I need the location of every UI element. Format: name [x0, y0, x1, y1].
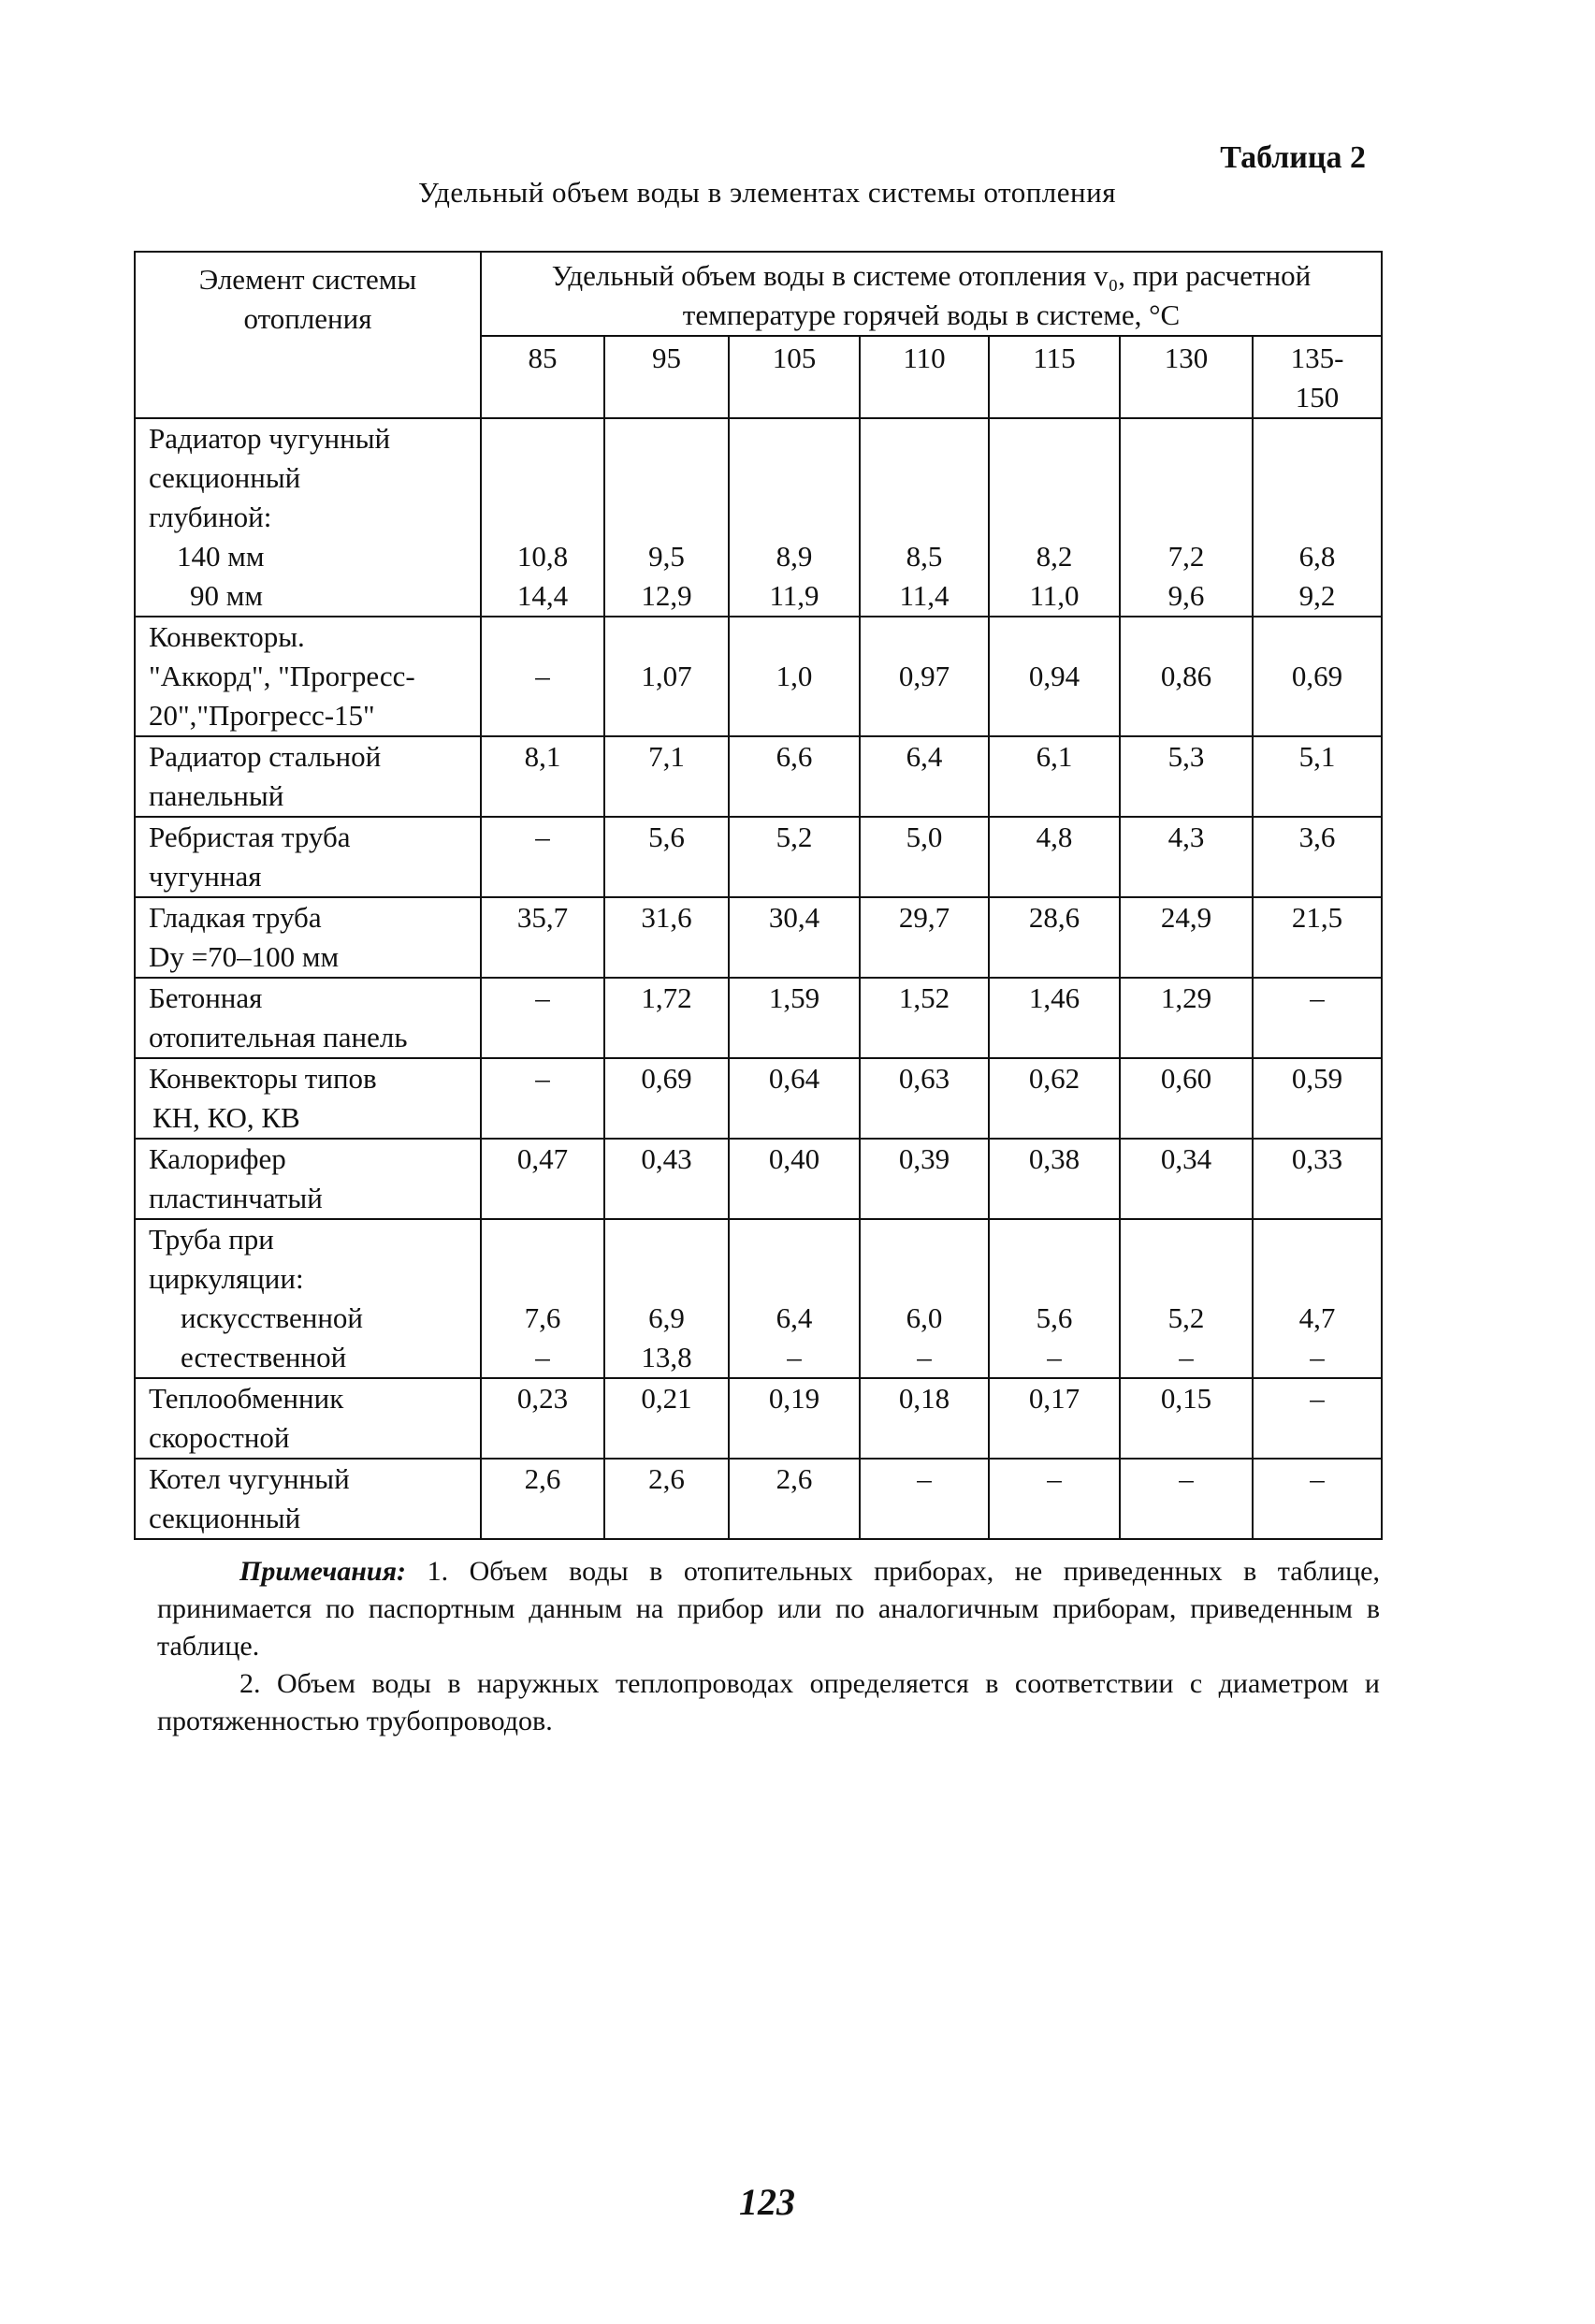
- table-caption: Таблица 2: [1220, 140, 1366, 175]
- value: 13,8: [641, 1341, 692, 1373]
- value-cell: [860, 1219, 989, 1378]
- value-cell: 0,18: [860, 1378, 989, 1459]
- value-cell: [729, 1219, 860, 1378]
- value-cell: [1253, 418, 1382, 617]
- row-name: [135, 617, 481, 736]
- value-cell: 0,23: [481, 1378, 604, 1459]
- table-row: [135, 817, 1382, 897]
- value-cell: 4,8: [989, 817, 1120, 897]
- value: 8,9: [776, 540, 813, 573]
- row-name: [135, 736, 481, 817]
- value-cell: 0,69: [1253, 617, 1382, 736]
- note-1-text: 1. Объем воды в отопительных приборах, не приведенных в таблице, принимается по паспортным данным на прибор или по аналогичным приборам, приведенным в таблице.: [157, 1556, 1380, 1662]
- temp-header: 110: [860, 336, 989, 418]
- row-name: [135, 1219, 481, 1378]
- value-cell: 0,94: [989, 617, 1120, 736]
- value-cell: [1120, 418, 1253, 617]
- page-number: 123: [739, 2181, 795, 2223]
- value-cell: 6,1: [989, 736, 1120, 817]
- value-cell: 8,1: [481, 736, 604, 817]
- row-name-line: Калорифер: [149, 1142, 286, 1175]
- value: 6,0: [906, 1301, 943, 1334]
- row-name-line: Бетонная: [149, 981, 263, 1014]
- value-cell: 0,33: [1253, 1139, 1382, 1219]
- value-cell: [481, 418, 604, 617]
- value-cell: [604, 1219, 729, 1378]
- value-cell: 29,7: [860, 897, 989, 978]
- value: 10,8: [516, 540, 569, 573]
- table-title: Удельный объем воды в элементах системы отопления: [418, 176, 1116, 209]
- value: –: [1179, 1341, 1194, 1373]
- value-cell: –: [1253, 978, 1382, 1058]
- value-cell: [729, 418, 860, 617]
- value: –: [535, 1341, 550, 1373]
- value-cell: 1,29: [1120, 978, 1253, 1058]
- notes: [157, 1553, 1380, 1740]
- value-cell: –: [989, 1459, 1120, 1539]
- value-cell: 4,3: [1120, 817, 1253, 897]
- row-name-line: Теплообменник: [149, 1382, 344, 1415]
- row-name: [135, 418, 481, 617]
- value-cell: 1,46: [989, 978, 1120, 1058]
- value-cell: 0,43: [604, 1139, 729, 1219]
- value-cell: [604, 418, 729, 617]
- table-row: [135, 978, 1382, 1058]
- row-name-line: КН, КО, КВ: [152, 1101, 300, 1134]
- value-cell: 7,1: [604, 736, 729, 817]
- value-cell: 0,64: [729, 1058, 860, 1139]
- row-name-line: пластинчатый: [149, 1182, 323, 1214]
- table-row: [135, 418, 1382, 617]
- value-cell: 31,6: [604, 897, 729, 978]
- value: 5,2: [1167, 1301, 1205, 1334]
- row-name-line: естественной: [181, 1341, 347, 1373]
- row-name-line: 140 мм: [177, 540, 265, 573]
- value-cell: 21,5: [1253, 897, 1382, 978]
- row-name-line: скоростной: [149, 1421, 290, 1454]
- row-name-line: Гладкая труба: [149, 901, 322, 934]
- value-cell: 2,6: [729, 1459, 860, 1539]
- value-cell: [860, 418, 989, 617]
- value-cell: [989, 418, 1120, 617]
- row-name: [135, 1139, 481, 1219]
- value-cell: 35,7: [481, 897, 604, 978]
- table-row: [135, 736, 1382, 817]
- value: 6,4: [776, 1301, 813, 1334]
- value-cell: 1,52: [860, 978, 989, 1058]
- value-cell: 0,19: [729, 1378, 860, 1459]
- value-cell: [1253, 1219, 1382, 1378]
- row-name-line: циркуляции:: [149, 1262, 304, 1295]
- value-cell: 0,38: [989, 1139, 1120, 1219]
- value-cell: 0,34: [1120, 1139, 1253, 1219]
- value: 9,6: [1167, 579, 1205, 612]
- temp-header: 130: [1120, 336, 1253, 418]
- value-cell: –: [1253, 1378, 1382, 1459]
- value-cell: 0,47: [481, 1139, 604, 1219]
- row-name: [135, 1459, 481, 1539]
- value-cell: 0,39: [860, 1139, 989, 1219]
- value-cell: 0,21: [604, 1378, 729, 1459]
- value-cell: 24,9: [1120, 897, 1253, 978]
- value: 6,8: [1298, 540, 1336, 573]
- value-cell: –: [860, 1459, 989, 1539]
- value-cell: 5,2: [729, 817, 860, 897]
- value: 8,5: [906, 540, 943, 573]
- row-name: [135, 1058, 481, 1139]
- value-cell: –: [1120, 1459, 1253, 1539]
- value: 7,2: [1167, 540, 1205, 573]
- row-name-line: Ребристая труба: [149, 821, 351, 853]
- row-name-line: Конвекторы типов: [149, 1062, 377, 1095]
- row-name-line: секционный: [149, 461, 301, 494]
- value-cell: 1,07: [604, 617, 729, 736]
- value-cell: 0,15: [1120, 1378, 1253, 1459]
- row-name-line: Радиатор чугунный: [149, 422, 391, 455]
- row-name-line: отопительная панель: [149, 1021, 408, 1053]
- row-name-line: "Аккорд", "Прогресс-: [149, 660, 415, 692]
- notes-label: Примечания:: [239, 1556, 407, 1587]
- table-row: [135, 1459, 1382, 1539]
- row-name-line: чугунная: [149, 860, 262, 893]
- value-cell: [989, 1219, 1120, 1378]
- value-cell: [481, 1219, 604, 1378]
- value-cell: 0,62: [989, 1058, 1120, 1139]
- value: 8,2: [1036, 540, 1073, 573]
- value-cell: 1,59: [729, 978, 860, 1058]
- temp-header: 135-150: [1253, 336, 1382, 418]
- value: 12,9: [641, 579, 692, 612]
- value: 11,0: [1029, 579, 1080, 612]
- value-cell: 0,17: [989, 1378, 1120, 1459]
- temp-header: 85: [481, 336, 604, 418]
- row-name-line: Труба при: [149, 1223, 274, 1256]
- value: 5,6: [1036, 1301, 1073, 1334]
- value: 11,9: [769, 579, 819, 612]
- value-cell: –: [481, 1058, 604, 1139]
- temp-header: 95: [604, 336, 729, 418]
- value: –: [917, 1341, 932, 1373]
- value-cell: 0,63: [860, 1058, 989, 1139]
- row-name-line: Радиатор стальной: [149, 740, 382, 773]
- row-name-line: Dy =70–100 мм: [149, 940, 340, 973]
- value: –: [1310, 1341, 1325, 1373]
- row-name-line: секционный: [149, 1502, 301, 1534]
- value-cell: 6,6: [729, 736, 860, 817]
- value-cell: –: [481, 617, 604, 736]
- temp-header: 105: [729, 336, 860, 418]
- value-cell: 0,69: [604, 1058, 729, 1139]
- table-row: [135, 1058, 1382, 1139]
- table-row: [135, 617, 1382, 736]
- value-cell: 0,40: [729, 1139, 860, 1219]
- value-cell: 30,4: [729, 897, 860, 978]
- value-cell: 3,6: [1253, 817, 1382, 897]
- value-cell: 5,6: [604, 817, 729, 897]
- row-name-line: Конвекторы.: [149, 620, 305, 653]
- value: –: [1047, 1341, 1062, 1373]
- value-cell: 0,60: [1120, 1058, 1253, 1139]
- value: 14,4: [516, 579, 569, 612]
- data-table: [134, 251, 1383, 1540]
- temp-header: 115: [989, 336, 1120, 418]
- value-cell: 5,0: [860, 817, 989, 897]
- value-cell: 2,6: [481, 1459, 604, 1539]
- row-name-line: панельный: [149, 779, 284, 812]
- table-row: [135, 1219, 1382, 1378]
- row-name: [135, 897, 481, 978]
- row-name-line: 90 мм: [190, 579, 263, 612]
- row-name-line: 20","Прогресс-15": [149, 699, 375, 732]
- value-cell: –: [1253, 1459, 1382, 1539]
- table-row: [135, 1378, 1382, 1459]
- row-name: [135, 817, 481, 897]
- value-cell: 5,1: [1253, 736, 1382, 817]
- value: –: [787, 1341, 802, 1373]
- row-name: [135, 978, 481, 1058]
- value-cell: 2,6: [604, 1459, 729, 1539]
- header-temperature-span: Удельный объем воды в системе отопления v₀, при расчетной температуре горячей воды в системе, °С: [481, 252, 1382, 336]
- note-1: [157, 1553, 1380, 1665]
- table-row: [135, 897, 1382, 978]
- value-cell: 0,86: [1120, 617, 1253, 736]
- value: 4,7: [1298, 1301, 1336, 1334]
- row-name: [135, 1378, 481, 1459]
- value-cell: 1,0: [729, 617, 860, 736]
- value: 11,4: [899, 579, 950, 612]
- value-cell: 1,72: [604, 978, 729, 1058]
- value-cell: 0,97: [860, 617, 989, 736]
- row-name-line: глубиной:: [149, 501, 272, 533]
- header-element: Элемент системы отопления: [135, 252, 481, 418]
- table-row: [135, 1139, 1382, 1219]
- note-2: 2. Объем воды в наружных теплопроводах определяется в соответствии с диаметром и протяженностью трубопроводов.: [157, 1668, 1380, 1736]
- value: 7,6: [524, 1301, 561, 1334]
- value: 9,5: [648, 540, 685, 573]
- value: 9,2: [1298, 579, 1336, 612]
- value-cell: 5,3: [1120, 736, 1253, 817]
- value-cell: [1120, 1219, 1253, 1378]
- row-name-line: Котел чугунный: [149, 1462, 350, 1495]
- value-cell: –: [481, 817, 604, 897]
- value-cell: –: [481, 978, 604, 1058]
- value-cell: 6,4: [860, 736, 989, 817]
- row-name-line: искусственной: [181, 1301, 364, 1334]
- value-cell: 28,6: [989, 897, 1120, 978]
- value: 6,9: [648, 1301, 685, 1334]
- value-cell: 0,59: [1253, 1058, 1382, 1139]
